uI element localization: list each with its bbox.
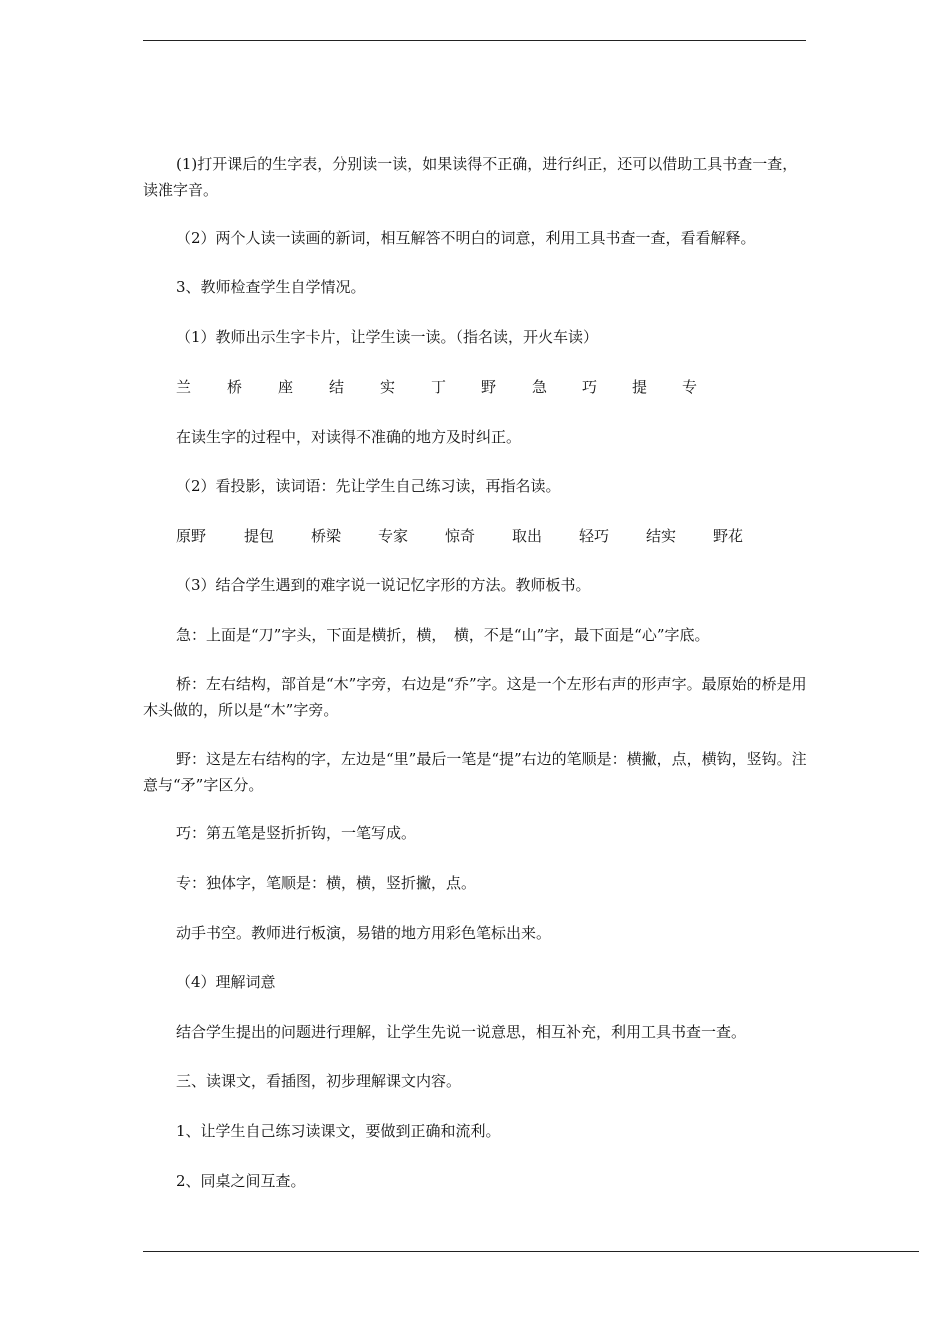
paragraph-12: 专：独体字，笔顺是：横，横，竖折撇，点。 (176, 874, 477, 892)
paragraph-7: （3）结合学生遇到的难字说一说记忆字形的方法。教师板书。 (176, 576, 591, 594)
paragraph-4: （1）教师出示生字卡片，让学生读一读。（指名读，开火车读） (176, 328, 599, 346)
paragraph-17: 1、让学生自己练习读课文，要做到正确和流利。 (176, 1122, 501, 1140)
word-item: 原野 (176, 527, 207, 545)
word-item: 轻巧 (579, 527, 610, 545)
character-item: 座 (278, 378, 294, 396)
word-item: 提包 (244, 527, 275, 545)
paragraph-18: 2、同桌之间互查。 (176, 1172, 306, 1190)
word-item: 专家 (378, 527, 409, 545)
word-item: 取出 (512, 527, 543, 545)
character-item: 提 (632, 378, 648, 396)
header-rule (143, 40, 806, 41)
character-item: 专 (682, 378, 698, 396)
character-item: 实 (380, 378, 396, 396)
word-item: 惊奇 (445, 527, 476, 545)
character-item: 结 (329, 378, 345, 396)
paragraph-5: 在读生字的过程中，对读得不准确的地方及时纠正。 (176, 428, 522, 446)
paragraph-8: 急：上面是“刀”字头，下面是横折，横， 横，不是“山”字，最下面是“心”字底。 (176, 626, 710, 644)
character-item: 急 (532, 378, 548, 396)
paragraph-9: 桥：左右结构，部首是“木”字旁，右边是“乔”字。这是一个左形右声的形声字。最原始的桥是用木头做的，所以是“木”字旁。 (143, 675, 807, 719)
paragraph-10: 野：这是左右结构的字，左边是“里”最后一笔是“提”右边的笔顺是：横撇，点，横钩，竖钩。注意与“矛”字区分。 (143, 750, 807, 794)
paragraph-11: 巧：第五笔是竖折折钩，一笔写成。 (176, 824, 417, 842)
word-item: 桥梁 (311, 527, 342, 545)
paragraph-16: 三、读课文，看插图，初步理解课文内容。 (176, 1072, 462, 1090)
character-item: 野 (481, 378, 497, 396)
paragraph-6: （2）看投影，读词语：先让学生自己练习读，再指名读。 (176, 477, 561, 495)
footer-rule (143, 1251, 919, 1252)
character-item: 兰 (176, 378, 192, 396)
paragraph-2: （2）两个人读一读画的新词，相互解答不明白的词意，利用工具书查一查，看看解释。 (176, 229, 756, 247)
character-item: 巧 (582, 378, 598, 396)
paragraph-15: 结合学生提出的问题进行理解，让学生先说一说意思，相互补充，利用工具书查一查。 (176, 1023, 747, 1041)
word-item: 野花 (713, 527, 744, 545)
paragraph-3: 3、教师检查学生自学情况。 (176, 278, 366, 296)
word-item: 结实 (646, 527, 677, 545)
paragraph-1: (1)打开课后的生字表，分别读一读，如果读得不正确，进行纠正，还可以借助工具书查一查，读准字音。 (143, 155, 798, 199)
character-item: 丁 (431, 378, 447, 396)
character-item: 桥 (227, 378, 243, 396)
paragraph-14: （4）理解词意 (176, 973, 276, 991)
paragraph-13: 动手书空。教师进行板演，易错的地方用彩色笔标出来。 (176, 924, 552, 942)
